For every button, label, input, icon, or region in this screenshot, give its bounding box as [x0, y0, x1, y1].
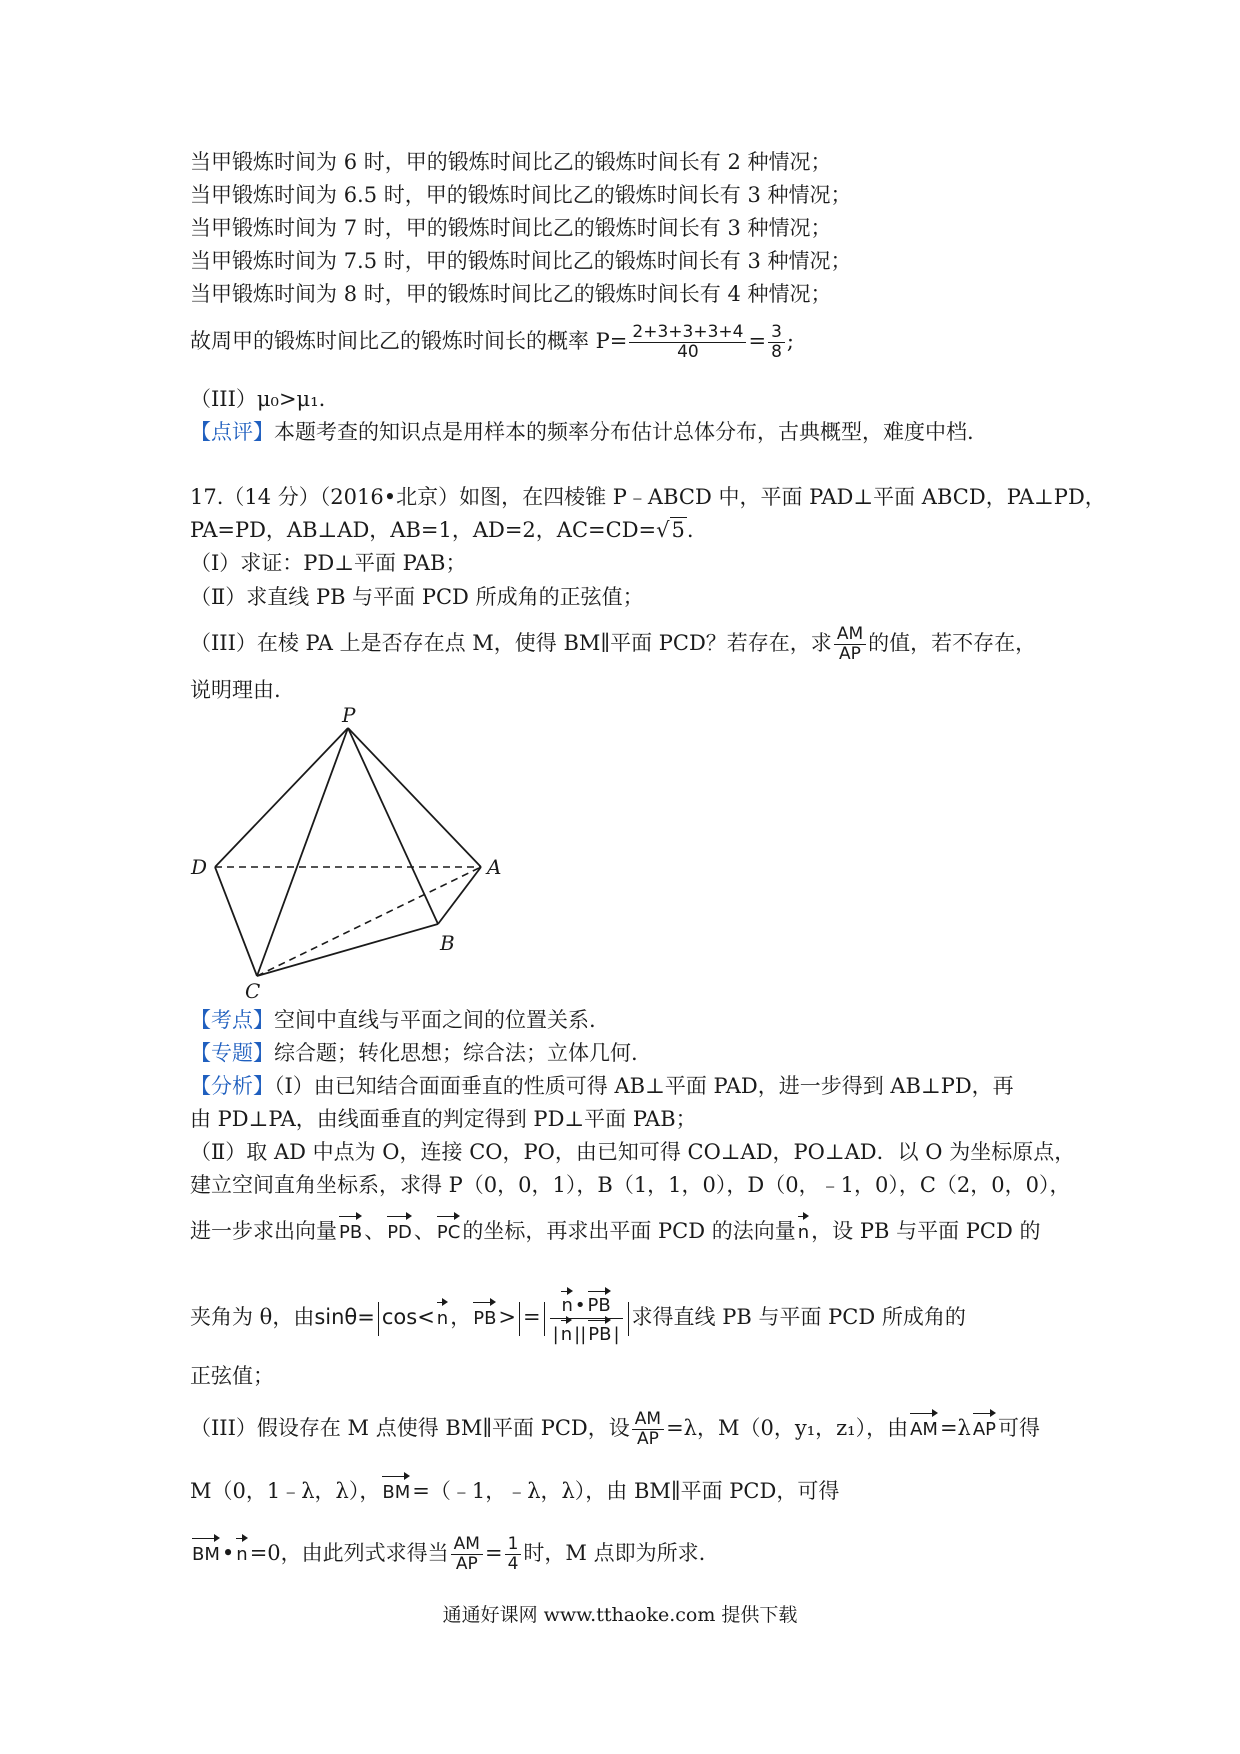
vector-bm-2: BM [192, 1537, 220, 1569]
vector-pc: PC [437, 1215, 460, 1247]
am-ap-fraction-2: $\frac{AM}{AP}$ [632, 1410, 664, 1449]
dianping-line: 【点评】本题考查的知识点是用样本的频率分布估计总体分布，古典概型，难度中档. [190, 420, 974, 444]
case-line-5: 当甲锻炼时间为 8 时，甲的锻炼时间比乙的锻炼时间长有 4 种情况； [190, 282, 832, 306]
fenxi-line-3: （Ⅱ）取 AD 中点为 O，连接 CO，PO，由已知可得 CO⊥AD，PO⊥AD．以 O 为坐标原点， [190, 1140, 1076, 1164]
fenxi-line-4: 建立空间直角坐标系，求得 P（0，0，1），B（1，1，0），D（0，﹣1，0），C（2，0，0）， [190, 1173, 1071, 1197]
case-line-4: 当甲锻炼时间为 7.5 时，甲的锻炼时间比乙的锻炼时间长有 3 种情况； [190, 249, 852, 273]
vector-pd: PD [387, 1215, 412, 1247]
edge-ba [438, 867, 481, 924]
q17-line-2: PA=PD，AB⊥AD，AB=1，AD=2，AC=CD=√5. [190, 518, 694, 542]
footer-credit: 通通好课网 www.tthaoke.com 提供下载 [442, 1604, 798, 1626]
one-quarter-fraction: $\frac{1}{4}$ [505, 1535, 522, 1574]
part3-answer: （III）μ₀>μ₁. [190, 387, 326, 411]
dianping-tag: 【点评】 [190, 420, 274, 444]
vector-n-2: n [437, 1301, 448, 1333]
probability-fraction: $\frac{2+3+3+3+4}{40}$ [629, 323, 746, 362]
edge-dc [215, 867, 257, 976]
q17-line-1: 17.（14 分）（2016•北京）如图，在四棱锥 P﹣ABCD 中，平面 PAD⊥平面 ABCD，PA⊥PD， [190, 485, 1106, 509]
zhuanti-tag: 【专题】 [190, 1041, 274, 1065]
fenxi-line-9: M（0，1﹣λ，λ）， BM=（﹣1，﹣λ，λ），由 BM∥平面 PCD，可得 [190, 1475, 839, 1507]
q17-part3: （III）在棱 PA 上是否存在点 M，使得 BM∥平面 PCD？若存在，求 $\frac{AM}{AP}$ 的值，若不存在， [190, 624, 1037, 664]
edge-pd [215, 728, 348, 867]
sine-fraction: $\frac{n • PB}{| n || PB |}$ [550, 1290, 623, 1347]
fenxi-tag: 【分析】 [190, 1074, 274, 1098]
q17-part2: （Ⅱ）求直线 PB 与平面 PCD 所成角的正弦值； [190, 585, 644, 609]
label-a: A [487, 855, 502, 879]
fenxi-line-2: 由 PD⊥PA，由线面垂直的判定得到 PD⊥平面 PAB； [190, 1107, 697, 1131]
kaodian-tag: 【考点】 [190, 1008, 274, 1032]
q17-part1: （Ⅰ）求证：PD⊥平面 PAB； [190, 551, 467, 575]
am-ap-fraction: $\frac{AM}{AP}$ [834, 625, 866, 664]
vector-bm: BM [382, 1475, 410, 1507]
fenxi-line-1: 【分析】（Ⅰ）由已知结合面面垂直的性质可得 AB⊥平面 PAD，进一步得到 AB⊥PD，再 [190, 1074, 1014, 1098]
probability-line: 故周甲的锻炼时间比乙的锻炼时间长的概率 P= $\frac{2+3+3+3+4}{40}$ = $\frac{3}{8}$ ; [190, 322, 794, 362]
vector-ap: AP [973, 1412, 996, 1444]
pyramid-figure [185, 700, 515, 1000]
label-b: B [440, 931, 455, 955]
vector-am: AM [910, 1412, 938, 1444]
label-p: P [342, 703, 356, 727]
kaodian-line: 【考点】空间中直线与平面之间的位置关系. [190, 1008, 596, 1032]
fenxi-line-7: 正弦值； [190, 1364, 274, 1388]
vector-n: n [798, 1215, 809, 1247]
vector-pb: PB [339, 1215, 362, 1247]
q17-part3-end: 说明理由. [190, 678, 281, 702]
probability-result: $\frac{3}{8}$ [768, 323, 785, 362]
edge-pa [348, 728, 481, 867]
zhuanti-line: 【专题】综合题；转化思想；综合法；立体几何. [190, 1041, 638, 1065]
case-line-1: 当甲锻炼时间为 6 时，甲的锻炼时间比乙的锻炼时间长有 2 种情况； [190, 150, 832, 174]
sqrt-five: √5 [656, 518, 685, 542]
fenxi-line-10: BM• n=0，由此列式求得当 $\frac{AM}{AP}$ = $\frac{1}{4}$ 时，M 点即为所求. [192, 1534, 706, 1574]
fenxi-line-6: 夹角为 θ，由sinθ= cos< n， PB> = $\frac{n • PB}{| n || PB |}$ 求得直线 PB 与平面 PCD 所成角的 [190, 1290, 966, 1347]
vector-n-3: n [236, 1537, 247, 1569]
am-ap-fraction-3: $\frac{AM}{AP}$ [451, 1535, 483, 1574]
label-c: C [245, 979, 261, 1000]
vector-pb-2: PB [473, 1301, 496, 1333]
fenxi-line-5: 进一步求出向量 PB、 PD、 PC的坐标，再求出平面 PCD 的法向量 n，设 PB 与平面 PCD 的 [190, 1215, 1040, 1247]
case-line-2: 当甲锻炼时间为 6.5 时，甲的锻炼时间比乙的锻炼时间长有 3 种情况； [190, 183, 852, 207]
fenxi-line-8: （III）假设存在 M 点使得 BM∥平面 PCD，设 $\frac{AM}{AP}$ =λ，M（0，y₁，z₁），由 AM=λ AP可得 [190, 1409, 1041, 1449]
label-d: D [191, 855, 208, 879]
case-line-3: 当甲锻炼时间为 7 时，甲的锻炼时间比乙的锻炼时间长有 3 种情况； [190, 216, 832, 240]
